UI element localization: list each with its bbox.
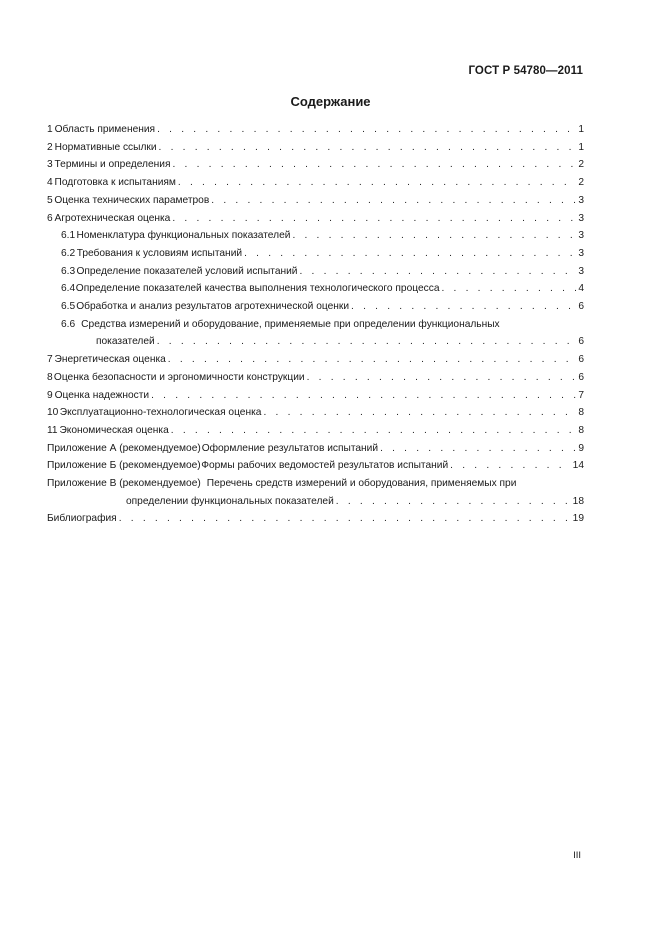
dot-leader: [171, 422, 577, 440]
toc-entry-number: 7: [47, 354, 53, 366]
toc-entry-title: Формы рабочих ведомостей результатов испытаний: [201, 460, 449, 472]
appendix-label: Приложение В (рекомендуемое): [47, 478, 201, 490]
toc-entry-title: Требования к условиям испытаний: [76, 247, 243, 259]
toc-entry-number: 6.5: [61, 301, 76, 313]
toc-entry-page: 3: [578, 265, 584, 277]
toc-subentry[interactable]: [47, 298, 584, 316]
toc-entry-page: 8: [578, 424, 584, 436]
toc-appendix-entry[interactable]: [47, 475, 584, 510]
toc-entry-number: 6: [47, 212, 53, 224]
toc-entry-page: 3: [578, 212, 584, 224]
toc-entry[interactable]: [47, 387, 584, 405]
toc-entry-page: 3: [578, 230, 584, 242]
toc-entry-title-continuation: показателей: [96, 336, 155, 348]
toc-entry-title: Подготовка к испытаниям: [54, 177, 176, 189]
toc-entry[interactable]: [47, 369, 584, 387]
toc-subentry[interactable]: [47, 263, 584, 281]
toc-entry-page: 6: [578, 354, 584, 366]
toc-entry-title: Номенклатура функциональных показателей: [76, 230, 291, 242]
toc-entry-page: 18: [572, 495, 584, 507]
toc-entry-number: 11: [47, 424, 58, 436]
dot-leader: [263, 404, 576, 422]
toc-entry-number: 5: [47, 194, 53, 206]
toc-entry-title: Энергетическая оценка: [54, 354, 166, 366]
toc-entry-title: Оформление результатов испытаний: [201, 442, 379, 454]
dot-leader: [157, 121, 576, 139]
toc-entry-number: 2: [47, 141, 53, 153]
dot-leader: [450, 457, 571, 475]
toc-entry-number: 1: [47, 124, 53, 135]
dot-leader: [178, 174, 576, 192]
dot-leader: [300, 263, 577, 281]
toc-entry-page: 4: [578, 283, 584, 295]
toc-entry-page: 2: [578, 177, 584, 189]
toc-entry-page: 9: [578, 442, 584, 454]
toc-entry-title: Агротехническая оценка: [54, 212, 171, 224]
toc-bibliography-entry[interactable]: [47, 510, 584, 528]
toc-entry-page: 6: [578, 301, 584, 313]
toc-entry-number: 6.1: [61, 230, 76, 242]
toc-entry-number: 9: [47, 389, 53, 401]
toc-entry-page: 6: [578, 336, 584, 348]
dot-leader: [380, 440, 576, 458]
dot-leader: [244, 245, 576, 263]
toc-entry[interactable]: [47, 404, 584, 422]
page-title: Содержание: [290, 94, 371, 109]
toc-entry-page: 8: [578, 407, 584, 419]
dot-leader: [351, 298, 576, 316]
toc-entry-page: 7: [578, 389, 584, 401]
toc-entry-title: Нормативные ссылки: [54, 141, 157, 153]
toc-entry-number: 6.4: [61, 283, 76, 295]
toc-entry-number: 6.6: [61, 318, 76, 330]
toc-entry[interactable]: [47, 422, 584, 440]
toc-subentry[interactable]: [47, 245, 584, 263]
toc-entry-title: Перечень средств измерений и оборудования, применяемых при: [206, 478, 517, 490]
toc-entry-title: Эксплуатационно-технологическая оценка: [59, 407, 262, 419]
dot-leader: [173, 156, 577, 174]
toc-entry[interactable]: [47, 351, 584, 369]
toc-entry-number: 3: [47, 159, 53, 171]
toc-entry[interactable]: [47, 192, 584, 210]
toc-entry-title: Обработка и анализ результатов агротехнической оценки: [76, 301, 350, 313]
toc-entry[interactable]: [47, 174, 584, 192]
toc-entry-page: 1: [578, 124, 584, 135]
table-of-contents: [47, 121, 584, 528]
toc-entry-page: 3: [578, 247, 584, 259]
toc-entry-title: Оценка технических параметров: [54, 194, 210, 206]
toc-subentry[interactable]: [47, 280, 584, 298]
toc-entry[interactable]: [47, 156, 584, 174]
dot-leader: [168, 351, 577, 369]
toc-entry-page: 19: [572, 513, 584, 525]
dot-leader: [211, 192, 576, 210]
toc-entry-title: Средства измерений и оборудование, применяемые при определении функциональных: [81, 318, 500, 330]
dot-leader: [151, 387, 576, 405]
toc-entry[interactable]: [47, 139, 584, 157]
toc-appendix-entry[interactable]: [47, 457, 584, 475]
dot-leader: [157, 333, 577, 351]
toc-entry-title-continuation: определении функциональных показателей: [126, 495, 334, 507]
dot-leader: [159, 139, 577, 157]
page-number: III: [573, 850, 581, 861]
toc-entry-number: 6.2: [61, 247, 76, 259]
toc-entry-title: Область применения: [54, 124, 156, 135]
toc-entry-title: Оценка безопасности и эргономичности конструкции: [53, 371, 305, 383]
toc-entry-number: 10: [47, 407, 59, 419]
toc-entry-title: Термины и определения: [54, 159, 171, 171]
toc-entry-number: 8: [47, 371, 53, 383]
dot-leader: [307, 369, 577, 387]
toc-entry-number: 4: [47, 177, 53, 189]
toc-appendix-entry[interactable]: [47, 440, 584, 458]
dot-leader: [119, 510, 571, 528]
toc-subentry[interactable]: [47, 316, 584, 351]
toc-entry-title: Оценка надежности: [54, 389, 150, 401]
toc-entry[interactable]: [47, 121, 584, 139]
toc-entry-title: Библиография: [47, 513, 117, 525]
dot-leader: [292, 227, 576, 245]
toc-entry-page: 3: [578, 194, 584, 206]
toc-entry-number: 6.3: [61, 265, 76, 277]
toc-entry-page: 2: [578, 159, 584, 171]
toc-entry-title: Определение показателей условий испытаний: [76, 265, 298, 277]
toc-entry-title: Экономическая оценка: [59, 424, 169, 436]
toc-entry[interactable]: [47, 210, 584, 228]
toc-subentry[interactable]: [47, 227, 584, 245]
standard-header: ГОСТ Р 54780—2011: [468, 65, 583, 77]
toc-entry-page: 1: [578, 141, 584, 153]
appendix-label: Приложение А (рекомендуемое): [47, 442, 201, 454]
dot-leader: [172, 210, 576, 228]
toc-entry-title: Определение показателей качества выполнения технологического процесса: [75, 283, 440, 295]
dot-leader: [336, 493, 571, 511]
toc-entry-page: 6: [578, 371, 584, 383]
dot-leader: [442, 280, 577, 298]
appendix-label: Приложение Б (рекомендуемое): [47, 460, 201, 472]
toc-entry-page: 14: [572, 460, 584, 472]
